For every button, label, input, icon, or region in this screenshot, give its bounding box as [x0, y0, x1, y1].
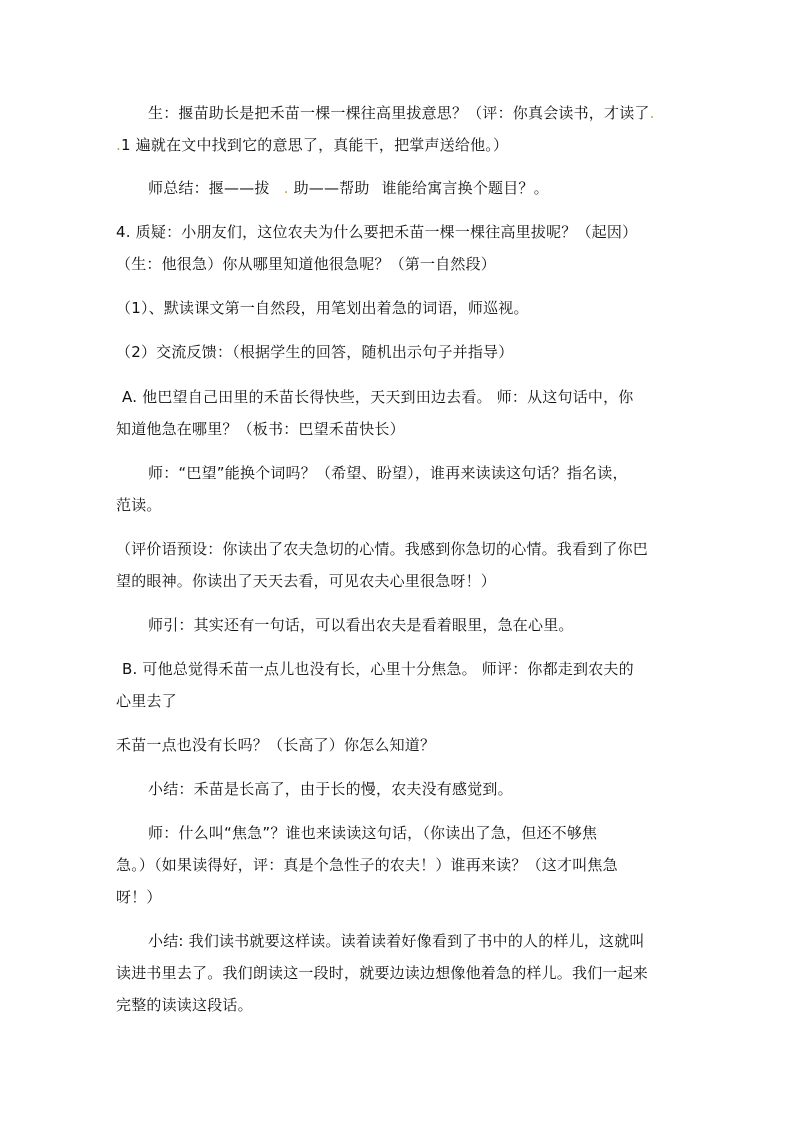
- text-line: [148, 178, 549, 198]
- text-line: （1）、默读课文第一自然段，用笔划出着急的词语，师巡视。: [116, 299, 529, 317]
- text-span: 1 遍就在文中找到它的意思了，真能干，把掌声送给他。）: [120, 136, 509, 154]
- text-line: [148, 103, 655, 123]
- mark-dot: .: [116, 136, 121, 154]
- text-line: 望的眼神。你读出了天天去看，可见农夫心里很急呀！）: [116, 572, 497, 590]
- text-line: （2）交流反馈：（根据学生的回答，随机出示句子并指导）: [116, 343, 514, 361]
- text-span: 师总结：揠——拔: [148, 179, 270, 197]
- text-span: 生：揠苗助长是把禾苗一棵一棵往高里拔意思？（评：你真会读书，才读了: [148, 104, 650, 122]
- text-line: 小结: 我们读书就要这样读。读着读着好像看到了书中的人的样儿，这就叫: [148, 932, 645, 950]
- text-line: 心里去了: [116, 692, 177, 710]
- mark-dot: .: [283, 179, 289, 197]
- text-line: 4. 质疑：小朋友们，这位农夫为什么要把禾苗一棵一棵往高里拔呢？（起因）: [116, 223, 638, 241]
- text-line: 禾苗一点也没有长吗？（长高了）你怎么知道？: [116, 736, 436, 754]
- text-span: 谁能给寓言换个题目？。: [381, 179, 549, 197]
- text-line: A. 他巴望自己田里的禾苗长得快些，天天到田边去看。 师：从这句话中，你: [122, 388, 634, 406]
- text-line: 呀！）: [116, 888, 162, 906]
- text-line: （生：他很急）你从哪里知道他很急呢？（第一自然段）: [116, 255, 497, 273]
- text-line: [116, 135, 508, 155]
- text-span: 助——帮助: [293, 179, 370, 197]
- text-line: 完整的读读这段话。: [116, 996, 253, 1014]
- text-line: B. 可他总觉得禾苗一点儿也没有长，心里十分焦急。 师评：你都走到农夫的: [122, 660, 634, 678]
- text-line: 读进书里去了。我们朗读这一段时，就要边读边想像他着急的样儿。我们一起来: [116, 964, 649, 982]
- mark-dot: .: [649, 104, 655, 122]
- text-line: （评价语预设：你读出了农夫急切的心情。我感到你急切的心情。我看到了你巴: [116, 540, 649, 558]
- text-line: 师：“巴望”能换个词吗？（希望、盼望），谁再来读读这句话？指名读，: [148, 464, 628, 482]
- text-line: 知道他急在哪里？（板书：巴望禾苗快长）: [116, 420, 405, 438]
- text-line: 师引：其实还有一句话，可以看出农夫是看着眼里，急在心里。: [148, 616, 574, 634]
- text-line: 急。）（如果读得好，评：真是个急性子的农夫！）谁再来读？（这才叫焦急: [116, 856, 618, 874]
- text-line: 范读。: [116, 496, 162, 514]
- text-line: 师：什么叫“焦急”？谁也来读读这句话，（你读出了急，但还不够焦: [148, 824, 598, 842]
- text-line: 小结：禾苗是长高了，由于长的慢，农夫没有感觉到。: [148, 780, 513, 798]
